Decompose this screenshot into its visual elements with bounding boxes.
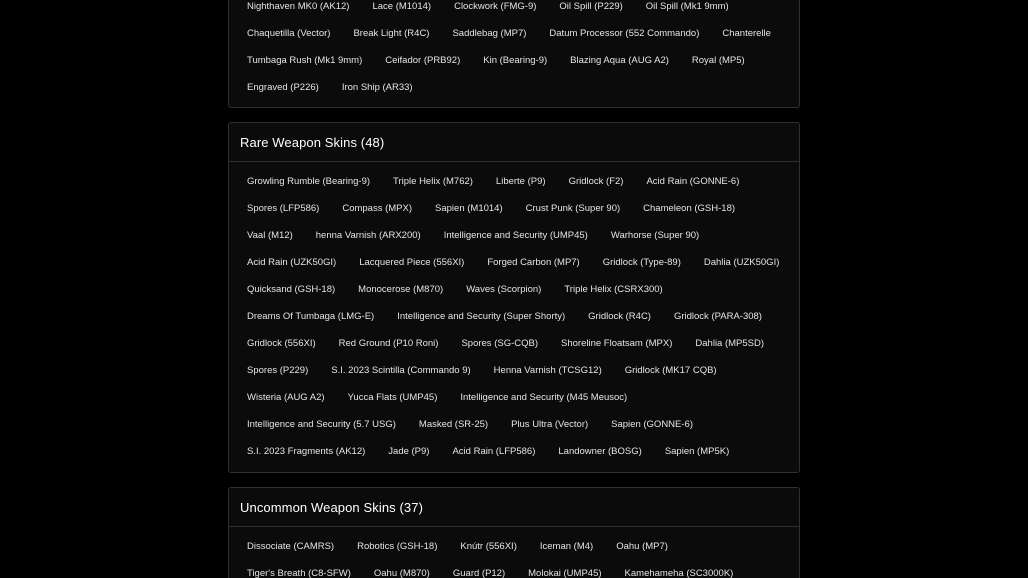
skin-item[interactable]: Acid Rain (LFP586) [452, 446, 536, 457]
skin-item[interactable]: Spores (P229) [247, 365, 309, 376]
skin-item[interactable]: Datum Processor (552 Commando) [549, 28, 700, 39]
skin-item[interactable]: Wisteria (AUG A2) [247, 392, 325, 403]
skin-item[interactable]: Dahlia (UZK50GI) [703, 257, 780, 268]
skin-item[interactable]: Gridlock (556XI) [247, 338, 316, 349]
skin-item[interactable]: Compass (MPX) [342, 203, 413, 214]
skin-item[interactable]: Waves (Scorpion) [466, 284, 542, 295]
skin-row [247, 384, 650, 411]
skin-item[interactable]: Sapien (GONNE-6) [611, 419, 693, 430]
skin-item[interactable]: Yucca Flats (UMP45) [347, 392, 438, 403]
skin-row [247, 168, 762, 195]
skin-row [247, 195, 758, 222]
skin-item[interactable]: Vaal (M12) [247, 230, 293, 241]
skin-item[interactable]: Liberte (P9) [495, 176, 546, 187]
skin-item[interactable]: S.I. 2023 Scintilla (Commando 9) [331, 365, 471, 376]
skin-row [247, 357, 740, 384]
epic-skins-section [228, 0, 800, 108]
skin-row [247, 330, 787, 357]
skin-item[interactable]: Jade (P9) [388, 446, 430, 457]
skin-item[interactable]: Warhorse (Super 90) [610, 230, 700, 241]
uncommon-skins-section [228, 487, 800, 578]
skin-item[interactable]: henna Varnish (ARX200) [315, 230, 421, 241]
skin-item[interactable]: Henna Varnish (TCSG12) [493, 365, 602, 376]
skin-item[interactable]: Sapien (M1014) [435, 203, 503, 214]
skin-item[interactable]: Gridlock (PARA-308) [673, 311, 762, 322]
skin-row [247, 438, 752, 465]
skin-item[interactable]: Iron Ship (AR33) [341, 82, 413, 93]
skin-row [247, 222, 722, 249]
skin-row [247, 560, 756, 578]
skin-item[interactable]: Chameleon (GSH-18) [643, 203, 736, 214]
skin-item[interactable]: Sapien (MP5K) [664, 446, 730, 457]
skin-row [247, 411, 716, 438]
skin-item[interactable]: Forged Carbon (MP7) [487, 257, 580, 268]
skin-item[interactable]: Chaquetilla (Vector) [247, 28, 331, 39]
skin-item[interactable]: Intelligence and Security (M45 Meusoc) [460, 392, 628, 403]
rare-skins-section [228, 122, 800, 473]
skin-item[interactable]: Iceman (M4) [539, 541, 594, 552]
skin-item[interactable]: Knútr (556XI) [460, 541, 517, 552]
skin-row [247, 276, 686, 303]
skin-item[interactable]: Dissociate (CAMRS) [247, 541, 335, 552]
skin-item[interactable]: Break Light (R4C) [353, 28, 430, 39]
skin-item[interactable]: Monocerose (M870) [358, 284, 444, 295]
skin-row [247, 74, 436, 101]
skin-item[interactable]: Gridlock (Type-89) [602, 257, 681, 268]
skin-item[interactable]: Crust Punk (Super 90) [525, 203, 621, 214]
section-title: Uncommon Weapon Skins (37) [240, 499, 423, 515]
skin-item[interactable]: Chanterelle [722, 28, 771, 39]
skin-item[interactable]: Gridlock (F2) [568, 176, 624, 187]
skin-item[interactable]: Intelligence and Security (5.7 USG) [247, 419, 396, 430]
skin-item[interactable]: Gridlock (MK17 CQB) [624, 365, 717, 376]
section-header [229, 123, 799, 162]
skin-item[interactable]: Acid Rain (UZK50GI) [247, 257, 337, 268]
skin-item[interactable]: Nighthaven MK0 (AK12) [247, 1, 350, 12]
skin-item[interactable]: Growling Rumble (Bearing-9) [247, 176, 371, 187]
skin-item[interactable]: Kamehameha (SC3000K) [624, 568, 734, 578]
skin-item[interactable]: Masked (SR-25) [418, 419, 489, 430]
skin-row [247, 20, 794, 47]
skin-item[interactable]: Tiger's Breath (C8-SFW) [247, 568, 351, 578]
skin-item[interactable]: Oahu (MP7) [616, 541, 668, 552]
skin-item[interactable]: Lacquered Piece (556XI) [359, 257, 465, 268]
skin-row [247, 0, 752, 20]
skin-item[interactable]: Dreams Of Tumbaga (LMG-E) [247, 311, 375, 322]
skin-item[interactable]: Plus Ultra (Vector) [511, 419, 589, 430]
skin-item[interactable]: Guard (P12) [452, 568, 506, 578]
skin-item[interactable]: Ceifador (PRB92) [385, 55, 461, 66]
skin-item[interactable]: Spores (LFP586) [247, 203, 320, 214]
skin-item[interactable]: Oil Spill (Mk1 9mm) [645, 1, 729, 12]
section-header [229, 488, 799, 527]
skin-item[interactable]: Quicksand (GSH-18) [247, 284, 336, 295]
skin-item[interactable]: Engraved (P226) [247, 82, 319, 93]
skin-item[interactable]: Tumbaga Rush (Mk1 9mm) [247, 55, 363, 66]
skin-row [247, 249, 802, 276]
skin-item[interactable]: Saddlebag (MP7) [452, 28, 527, 39]
skin-item[interactable]: Triple Helix (M762) [393, 176, 473, 187]
skin-item[interactable]: Spores (SG-CQB) [461, 338, 538, 349]
skin-item[interactable]: Clockwork (FMG-9) [454, 1, 537, 12]
skin-item[interactable]: Gridlock (R4C) [588, 311, 651, 322]
skin-item[interactable]: Dahlia (MP5SD) [695, 338, 765, 349]
skin-item[interactable]: Red Ground (P10 Roni) [338, 338, 439, 349]
skin-item[interactable]: Intelligence and Security (UMP45) [443, 230, 588, 241]
skin-item[interactable]: Oahu (M870) [373, 568, 430, 578]
skin-row [247, 303, 785, 330]
skin-item[interactable]: Shoreline Floatsam (MPX) [561, 338, 673, 349]
skin-item[interactable]: Molokai (UMP45) [528, 568, 602, 578]
skin-item[interactable]: Royal (MP5) [691, 55, 745, 66]
skin-item[interactable]: Landowner (BOSG) [558, 446, 642, 457]
skin-item[interactable]: Oil Spill (P229) [559, 1, 623, 12]
skin-row [247, 533, 691, 560]
skin-row [247, 47, 768, 74]
skin-item[interactable]: S.I. 2023 Fragments (AK12) [247, 446, 366, 457]
skin-item[interactable]: Blazing Aqua (AUG A2) [570, 55, 669, 66]
skin-item[interactable]: Triple Helix (CSRX300) [564, 284, 663, 295]
skin-item[interactable]: Acid Rain (GONNE-6) [646, 176, 740, 187]
skin-item[interactable]: Robotics (GSH-18) [357, 541, 438, 552]
skin-item[interactable]: Intelligence and Security (Super Shorty) [397, 311, 566, 322]
skin-item[interactable]: Lace (M1014) [372, 1, 432, 12]
skin-item[interactable]: Kin (Bearing-9) [483, 55, 548, 66]
section-title: Rare Weapon Skins (48) [240, 134, 385, 150]
